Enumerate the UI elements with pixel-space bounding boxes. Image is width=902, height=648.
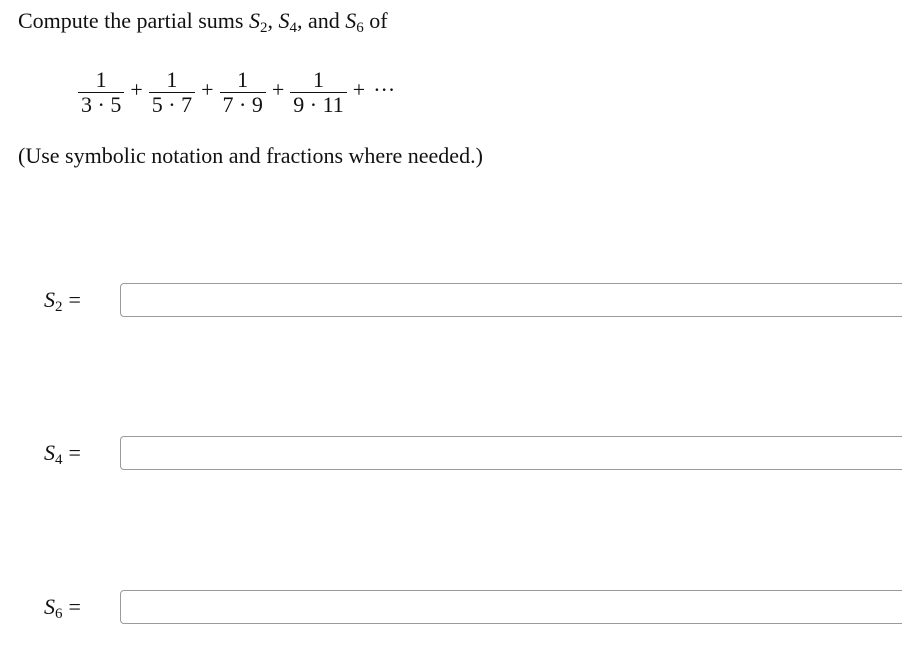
term-denominator: 5 · 7 (151, 91, 193, 117)
equals-sign: = (68, 594, 81, 619)
series-term-1 (78, 68, 124, 117)
term-numerator: 1 (95, 66, 107, 92)
notation-hint: (Use symbolic notation and fractions where needed.) (18, 143, 483, 168)
plus-sign: + (201, 77, 214, 102)
var-s6: $S_6$ (345, 8, 364, 36)
series-expression (78, 62, 395, 122)
prompt-comma-1: , (267, 8, 273, 33)
prompt-and-text: and (307, 8, 340, 33)
term-denominator: 3 · 5 (81, 91, 122, 117)
answer-input-s6[interactable] (120, 590, 902, 624)
series-term-2 (149, 68, 195, 117)
answer-label-s4 (44, 433, 120, 473)
question-prompt (18, 6, 388, 36)
prompt-lead-text: Compute the partial sums (18, 8, 249, 33)
answer-label-s2 (44, 280, 120, 320)
term-numerator: 1 (166, 66, 178, 92)
var-s4: $S_4$ (278, 8, 297, 36)
var-s2-label: $S_2$ (44, 287, 63, 315)
plus-sign: + (271, 77, 285, 102)
equals-sign: = (68, 440, 81, 465)
var-s2: $S_2$ (248, 8, 268, 36)
term-numerator: 1 (313, 66, 324, 92)
series-term-4 (290, 68, 347, 117)
var-s4-label: $S_4$ (44, 440, 63, 468)
answer-input-s4[interactable] (120, 436, 902, 470)
term-denominator: 7 · 9 (222, 91, 263, 117)
prompt-of-text: of (369, 8, 388, 33)
var-s6-label: $S_6$ (44, 594, 63, 622)
plus-sign: + (352, 77, 366, 102)
equals-sign: = (68, 287, 81, 312)
prompt-comma-2: , (296, 8, 303, 33)
term-numerator: 1 (237, 66, 249, 92)
answer-label-s6 (44, 587, 120, 627)
plus-sign: + (130, 77, 143, 102)
series-ellipsis: ··· (373, 77, 396, 102)
term-denominator: 9 · 11 (293, 91, 344, 117)
series-term-3 (220, 68, 266, 117)
answer-input-s2[interactable] (120, 283, 902, 317)
